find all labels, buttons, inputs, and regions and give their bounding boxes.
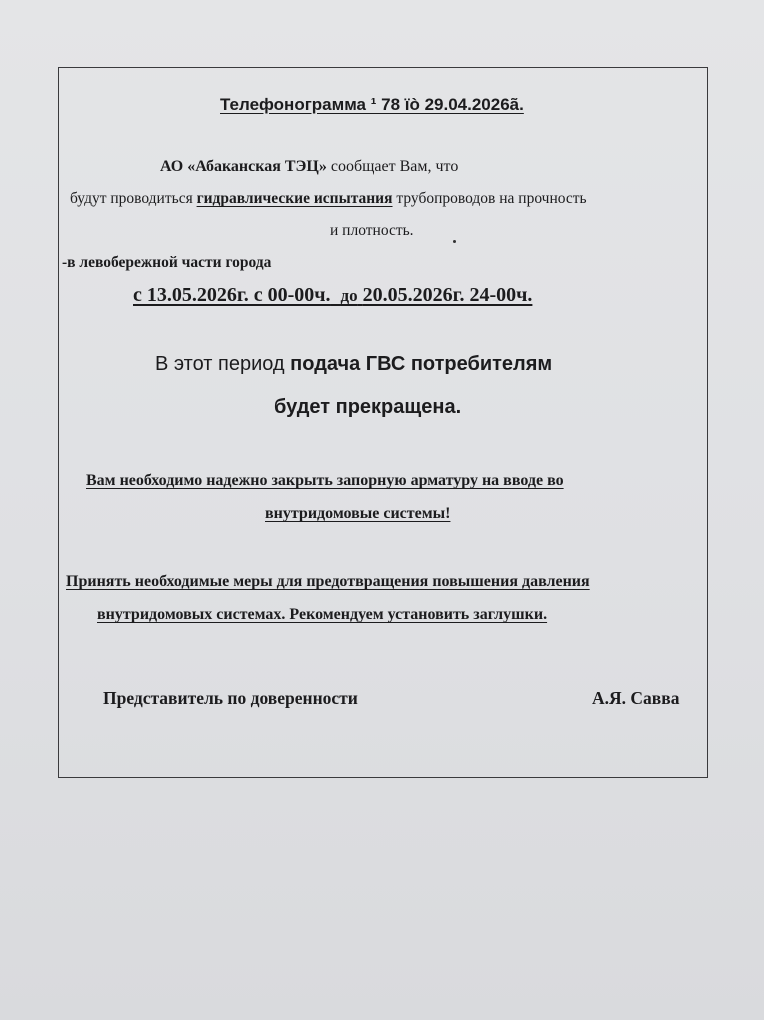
gvs-emphasis: подача ГВС потребителям: [290, 353, 553, 375]
measures-line-1: Принять необходимые меры для предотвращения повышения давления: [66, 573, 590, 590]
measures-line-2: внутридомовых системах. Рекомендуем установить заглушки.: [97, 606, 548, 623]
signature-label: Представитель по доверенности: [103, 688, 358, 708]
notice-title: Телефонограмма ¹ 78 ïò 29.04.2026ã.: [220, 95, 524, 114]
intro-line-2: [70, 190, 587, 208]
date-to: 20.05.2026г. 24-00ч.: [362, 284, 533, 306]
gvs-prefix: В этот период: [155, 353, 291, 375]
warning-line-1: Вам необходимо надежно закрыть запорную арматуру на вводе во: [86, 472, 564, 489]
date-to-word: до: [340, 286, 358, 305]
intro-line-2-prefix: будут проводиться: [70, 190, 197, 207]
intro-line-1: [160, 158, 458, 176]
ink-speck: [453, 240, 456, 243]
date-from: с 13.05.2026г. с 00-00ч.: [133, 284, 331, 306]
date-range: [133, 284, 532, 307]
district-line: -в левобережной части города: [62, 254, 272, 271]
gvs-line-2: будет прекращена.: [274, 396, 462, 418]
intro-line-2-suffix: трубопроводов на прочность: [392, 190, 587, 207]
company-suffix: сообщает Вам, что: [326, 158, 459, 175]
company-name: АО «Абаканская ТЭЦ»: [160, 158, 327, 175]
warning-line-2: внутридомовые системы!: [265, 505, 451, 522]
hydraulic-tests-emphasis: гидравлические испытания: [196, 190, 393, 207]
gvs-line-1: [155, 353, 552, 376]
intro-line-3: и плотность.: [330, 222, 414, 239]
signature-name: А.Я. Савва: [592, 688, 680, 708]
